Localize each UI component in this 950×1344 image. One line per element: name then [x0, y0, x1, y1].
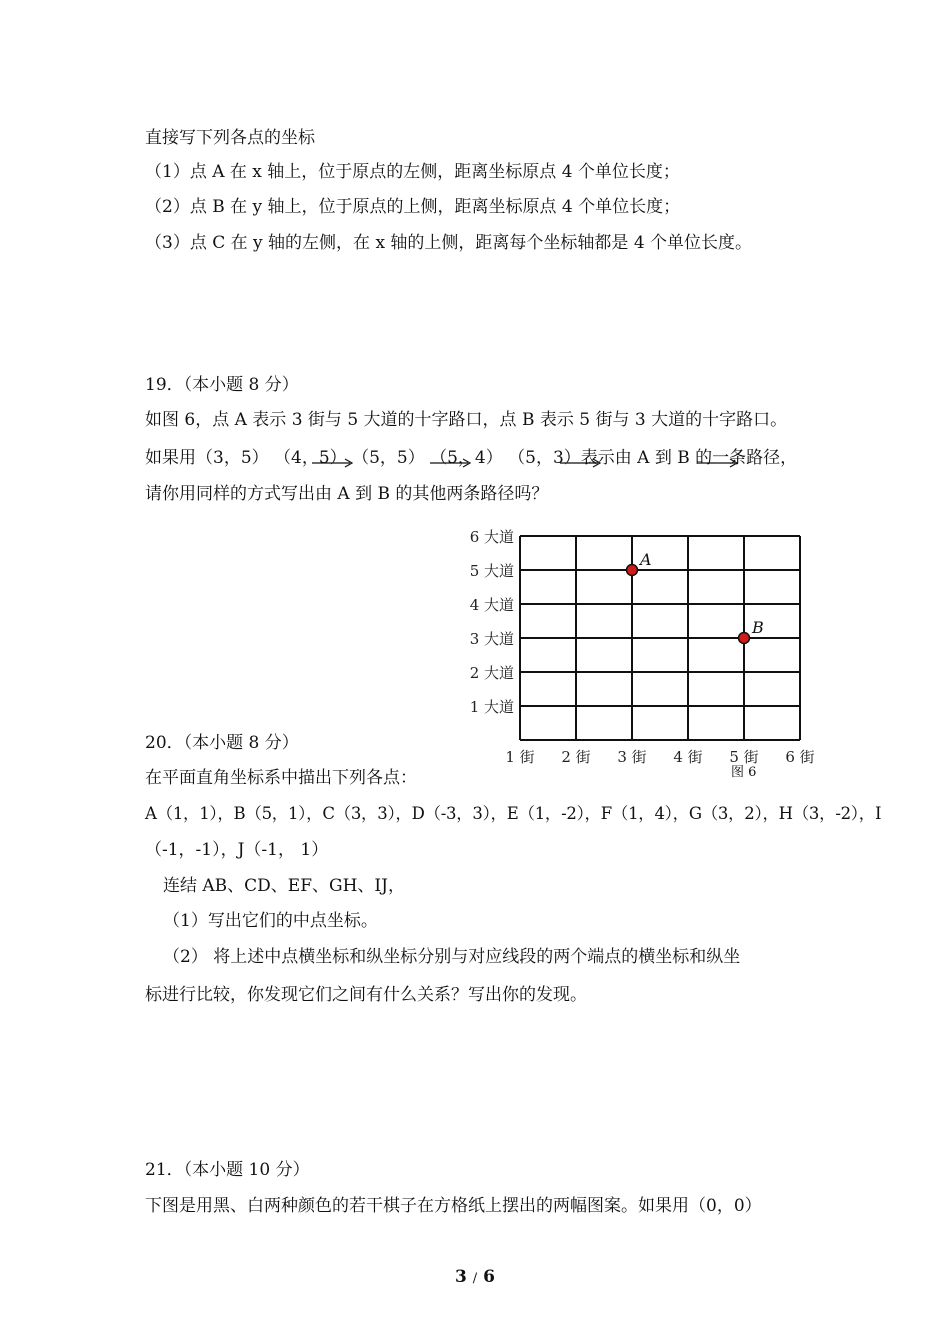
q18-item-3: （3）点 C 在 y 轴的左侧，在 x 轴的上侧，距离每个坐标轴都是 4 个单位长度。	[145, 233, 753, 253]
q20-header: 20．（本小题 8 分）	[145, 733, 299, 753]
street-label: 4 街	[673, 748, 703, 766]
q19-line-2: 如果用（3，5） （4，5） （5，5） （5，4） （5，3）表示由 A 到 B 的一条路径，	[145, 448, 798, 468]
figure-6-street-grid	[460, 524, 815, 766]
q21-line-1: 下图是用黑、白两种颜色的若干棋子在方格纸上摆出的两幅图案。如果用（0，0）	[145, 1196, 762, 1216]
q20-connect: 连结 AB、CD、EF、GH、IJ，	[163, 876, 405, 896]
street-label: 5 街	[729, 748, 759, 766]
q21-header: 21．（本小题 10 分）	[145, 1160, 310, 1180]
total-pages: 6	[483, 1267, 495, 1287]
page-separator: /	[472, 1271, 478, 1286]
q19-line-1: 如图 6，点 A 表示 3 街与 5 大道的十字路口，点 B 表示 5 街与 3 大道的十字路口。	[145, 410, 788, 430]
street-label: 3 街	[617, 748, 647, 766]
q19-header: 19．（本小题 8 分）	[145, 375, 299, 395]
path-arrow	[430, 457, 474, 469]
path-arrow	[697, 457, 741, 469]
current-page: 3	[455, 1267, 467, 1287]
q18-item-1: （1）点 A 在 x 轴上，位于原点的左侧，距离坐标原点 4 个单位长度；	[145, 162, 680, 182]
street-label: 2 街	[561, 748, 591, 766]
avenue-label: 5 大道	[469, 562, 514, 580]
avenue-label: 4 大道	[469, 596, 514, 614]
point-a-label: A	[640, 550, 652, 569]
q20-line-1: 在平面直角坐标系中描出下列各点：	[145, 768, 417, 788]
point-b-label: B	[752, 618, 764, 637]
path-arrow	[560, 457, 604, 469]
page-number	[0, 1267, 950, 1287]
avenue-label: 1 大道	[469, 698, 514, 716]
q20-part-2-cont: 标进行比较，你发现它们之间有什么关系？写出你的发现。	[145, 985, 587, 1005]
q20-part-2: （2） 将上述中点横坐标和纵坐标分别与对应线段的两个端点的横坐标和纵坐	[163, 947, 741, 967]
q18-item-2: （2）点 B 在 y 轴上，位于原点的上侧，距离坐标原点 4 个单位长度；	[145, 197, 681, 217]
path-arrow	[312, 457, 356, 469]
avenue-label: 2 大道	[469, 664, 514, 682]
point-a-marker	[627, 565, 638, 576]
street-label: 6 街	[785, 748, 815, 766]
point-b-marker	[739, 633, 750, 644]
q19-line-3: 请你用同样的方式写出由 A 到 B 的其他两条路径吗？	[145, 484, 549, 504]
q20-points-line: A（1，1），B（5，1），C（3，3），D（-3，3），E（1，-2），F（1，4），G（3，2），H（3，-2），I	[145, 804, 882, 823]
street-grid-svg	[460, 524, 815, 766]
avenue-label: 6 大道	[469, 528, 514, 546]
avenue-label: 3 大道	[469, 630, 514, 648]
figure-caption: 图 6	[731, 765, 757, 780]
q20-points-line-cont: （-1，-1），J（-1， 1）	[145, 840, 329, 860]
q20-part-1: （1）写出它们的中点坐标。	[163, 911, 378, 931]
q18-intro: 直接写下列各点的坐标	[145, 128, 315, 148]
street-label: 1 街	[505, 748, 535, 766]
